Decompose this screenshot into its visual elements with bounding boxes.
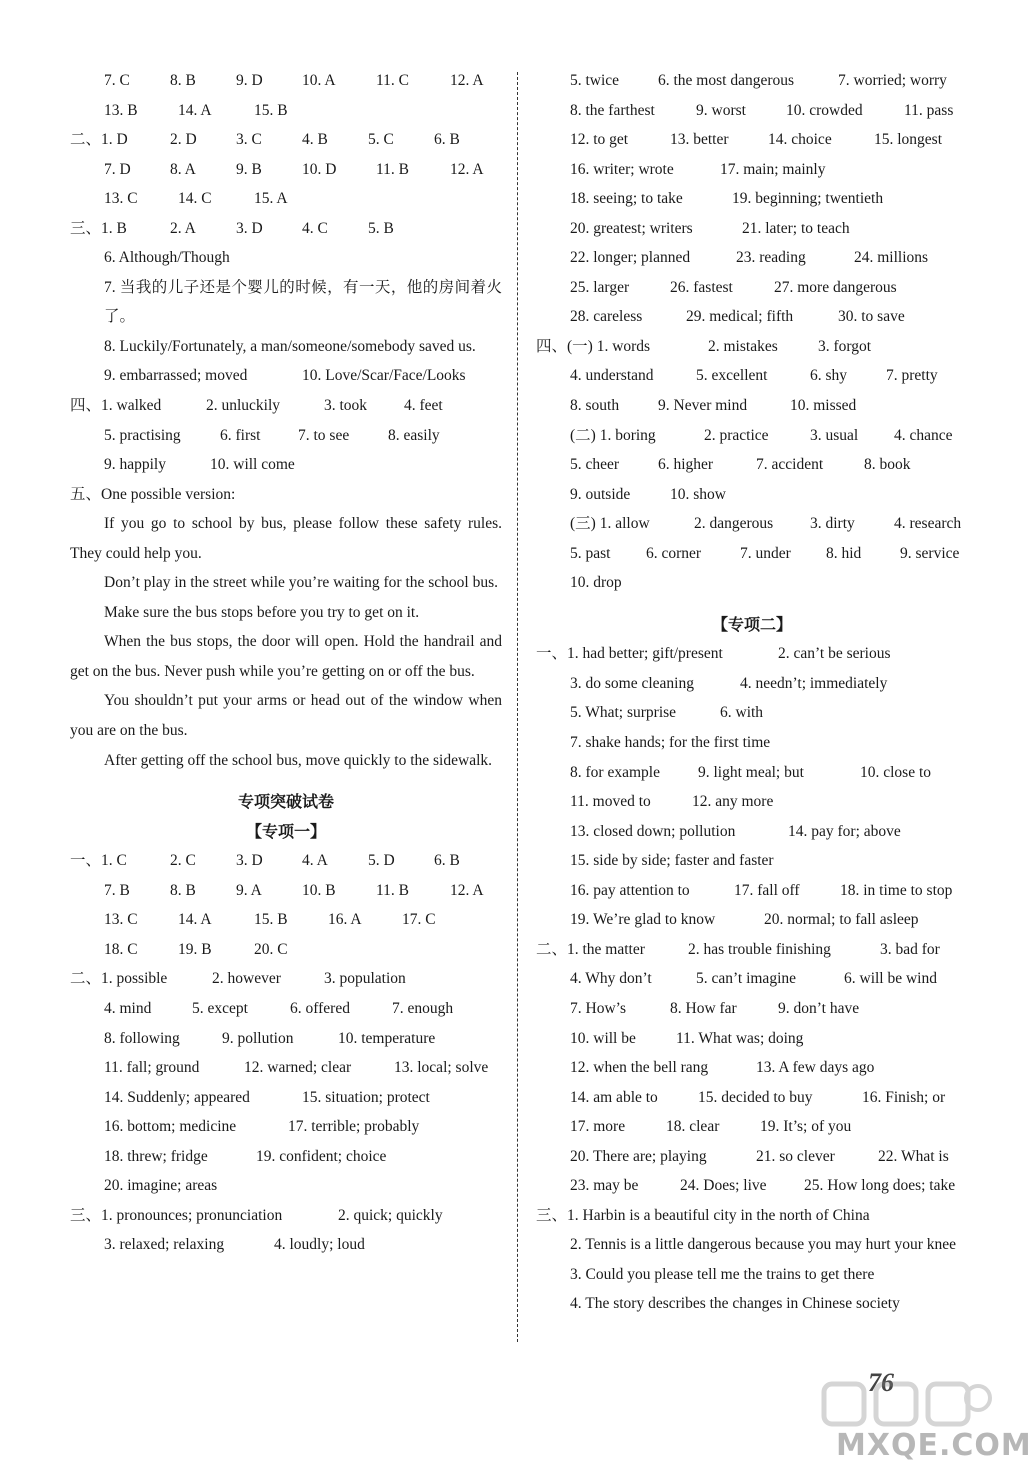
answer-item: 7. D: [104, 160, 131, 178]
answer-item: 一、1. C: [70, 852, 127, 870]
answer-row: [536, 96, 968, 126]
essay-paragraph: Make sure the bus stops before you try to get on it.: [104, 603, 420, 621]
answer-row: [536, 273, 968, 303]
answer-item: 三、1. B: [70, 219, 127, 237]
answer-row: [536, 905, 968, 935]
essay-paragraph: When the bus stops, the door will open. Hold the handrail and get on the bus. Never push while you’re getting on or off the bus.: [70, 633, 502, 680]
answer-row: [536, 539, 968, 569]
answer-item-multiline: 2. Tennis is a little dangerous because you may hurt your knee: [570, 1236, 957, 1254]
answer-item: 14. Suddenly; appeared: [104, 1088, 250, 1106]
column-divider: [517, 72, 518, 1342]
answer-item: 12. any more: [692, 793, 774, 811]
answer-item: 21. later; to teach: [742, 219, 850, 237]
answer-item: 2. A: [170, 219, 196, 237]
answer-item: 29. medical; fifth: [686, 308, 794, 326]
answer-item: 4. chance: [894, 426, 953, 444]
answer-row: [536, 421, 968, 451]
answer-item: 11. B: [376, 160, 410, 178]
answer-row: [70, 846, 502, 876]
answer-item: 7. to see: [298, 426, 350, 444]
answer-item: 16. A: [328, 911, 362, 929]
answer-item: 14. A: [178, 101, 212, 119]
answer-item: 19. B: [178, 940, 212, 958]
answer-item: 3. population: [324, 970, 406, 988]
answer-item: 10. A: [302, 72, 336, 89]
answer-item: 30. to save: [838, 308, 905, 326]
answer-item: 6. first: [220, 426, 261, 444]
answer-item: 11. pass: [904, 101, 954, 119]
answer-item: 20. C: [254, 940, 288, 958]
answer-item: 五、One possible version:: [70, 485, 236, 503]
essay-paragraph: After getting off the school bus, move quickly to the sidewalk.: [104, 751, 492, 769]
answer-item: 15. longest: [874, 131, 943, 149]
answer-item: 5. except: [192, 999, 248, 1017]
answer-item: 一、1. had better; gift/present: [536, 645, 723, 663]
answer-item: 3. do some cleaning: [570, 674, 694, 692]
answer-item: 13. closed down; pollution: [570, 822, 736, 840]
answer-item: 16. writer; wrote: [570, 160, 674, 178]
answer-item: 24. Does; live: [680, 1177, 767, 1195]
answer-item: 7. pretty: [886, 367, 938, 385]
answer-row: [536, 639, 968, 669]
right-column: [536, 66, 968, 1319]
answer-item: 19. It’s; of you: [760, 1118, 852, 1136]
answer-item: 12. A: [450, 881, 484, 899]
answer-item: 18. in time to stop: [840, 881, 953, 899]
answer-row: [536, 214, 968, 244]
answer-item: 3. relaxed; relaxing: [104, 1236, 225, 1254]
answer-item: 12. A: [450, 160, 484, 178]
answer-row: [70, 994, 502, 1024]
answer-row: [536, 125, 968, 155]
watermark-site-text: MXQE.COM: [836, 1428, 1032, 1463]
answer-item: 15. B: [254, 101, 288, 119]
answer-item: 10. crowded: [786, 101, 863, 119]
answer-item: 4. B: [302, 131, 328, 149]
answer-item: 2. D: [170, 131, 197, 149]
answer-item: 5. What; surprise: [570, 704, 677, 722]
answer-item: 14. A: [178, 911, 212, 929]
answer-item: 3. took: [324, 397, 368, 415]
answer-row: [70, 214, 502, 244]
answer-row: [536, 391, 968, 421]
answer-item: 18. seeing; to take: [570, 190, 683, 208]
answer-row: [70, 361, 502, 391]
answer-item: 12. when the bell rang: [570, 1059, 709, 1077]
answer-item: 6. B: [434, 131, 460, 149]
answer-item: 4. C: [302, 219, 328, 237]
answer-item-multiline: 7. 当我的儿子还是个婴儿的时候，有一天，他的房间着火了。: [104, 278, 502, 326]
answer-item: 3. usual: [810, 426, 859, 444]
answer-item: 13. local; solve: [394, 1059, 489, 1077]
answer-item: 10. Love/Scar/Face/Looks: [302, 367, 466, 385]
answer-item: 11. fall; ground: [104, 1059, 200, 1077]
answer-item: 2. unluckily: [206, 397, 281, 415]
answer-row: [536, 480, 968, 510]
answer-item: 19. confident; choice: [256, 1147, 387, 1165]
answer-item: 16. Finish; or: [862, 1088, 946, 1106]
answer-item: 3. C: [236, 131, 262, 149]
answer-item: 9. don’t have: [778, 999, 860, 1017]
answer-row: [536, 669, 968, 699]
answer-item: 18. C: [104, 940, 138, 958]
answer-item: 6. offered: [290, 999, 350, 1017]
answer-item: 9. Never mind: [658, 397, 748, 415]
answer-item: 8. book: [864, 456, 911, 474]
answer-item: 15. decided to buy: [698, 1088, 813, 1106]
answer-item: 2. can’t be serious: [778, 645, 891, 663]
answer-item: 10. drop: [570, 574, 622, 592]
answer-row: [536, 509, 968, 539]
answer-item: 11. What was; doing: [676, 1029, 804, 1047]
answer-item: 25. How long does; take: [804, 1177, 956, 1195]
answer-row: [536, 361, 968, 391]
answer-item: 18. threw; fridge: [104, 1147, 208, 1165]
answer-item: 15. B: [254, 911, 288, 929]
answer-item: (二) 1. boring: [570, 426, 656, 444]
essay-paragraph: You shouldn’t put your arms or head out of the window when you are on the bus.: [70, 692, 502, 740]
answer-row: [70, 1112, 502, 1142]
answer-row: [70, 1083, 502, 1113]
answer-item: 2. mistakes: [708, 337, 778, 355]
answer-item: 6. shy: [810, 367, 848, 385]
answer-row: [536, 787, 968, 817]
answer-item: 4. needn’t; immediately: [740, 674, 888, 692]
answer-item: 8. Luckily/Fortunately, a man/someone/somebody saved us.: [104, 337, 476, 355]
section-heading: 专项突破试卷: [237, 792, 334, 812]
answer-item: 7. accident: [756, 456, 824, 474]
answer-item: 10. show: [670, 485, 726, 503]
answer-item: 二、1. possible: [70, 970, 168, 988]
answer-item: 2. practice: [704, 426, 769, 444]
answer-item: 14. C: [178, 190, 212, 208]
answer-row: [70, 1142, 502, 1172]
answer-row: [70, 421, 502, 451]
answer-item: 13. C: [104, 190, 138, 208]
answer-item: 6. B: [434, 852, 460, 870]
answer-item: 6. Although/Though: [104, 249, 230, 267]
answer-item: 2. has trouble finishing: [688, 940, 831, 958]
answer-item: 5. C: [368, 131, 394, 149]
answer-item: 9. outside: [570, 485, 631, 503]
answer-row: [70, 391, 502, 421]
answer-item: 四、1. walked: [70, 397, 162, 415]
answer-item: 25. larger: [570, 278, 630, 296]
answer-row: [70, 1230, 502, 1260]
answer-item: 21. so clever: [756, 1147, 835, 1165]
answer-row: [536, 1260, 968, 1290]
answer-item: 20. greatest; writers: [570, 219, 693, 237]
answer-item: 7. shake hands; for the first time: [570, 734, 771, 752]
answer-row: [536, 332, 968, 362]
answer-row: [70, 96, 502, 126]
answer-item: 9. A: [236, 881, 262, 899]
answer-row: [536, 817, 968, 847]
answer-item: 9. happily: [104, 456, 166, 474]
answer-item: 27. more dangerous: [774, 278, 897, 296]
answer-item: 三、1. pronounces; pronunciation: [70, 1206, 283, 1224]
answer-item: 7. How’s: [570, 999, 626, 1017]
answer-item: (三) 1. allow: [570, 515, 650, 533]
answer-row: [70, 155, 502, 185]
answer-item: 6. higher: [658, 456, 714, 474]
answer-item: 5. D: [368, 852, 395, 870]
answer-item: 17. fall off: [734, 881, 800, 899]
answer-item: 8. hid: [826, 544, 862, 562]
answer-item: 12. to get: [570, 131, 629, 149]
answer-item: 8. south: [570, 397, 620, 415]
answer-row: [536, 964, 968, 994]
answer-row: [536, 1112, 968, 1142]
answer-row: [536, 846, 968, 876]
answer-item: 5. B: [368, 219, 394, 237]
answer-item: 22. longer; planned: [570, 249, 691, 267]
answer-item: 24. millions: [854, 249, 929, 267]
answer-item: 6. corner: [646, 544, 702, 562]
answer-item: 5. can’t imagine: [696, 970, 797, 988]
answer-item: 8. B: [170, 881, 196, 899]
answer-item: 三、1. Harbin is a beautiful city in the north of China: [536, 1206, 870, 1224]
answer-row: [70, 125, 502, 155]
answer-row: [70, 480, 502, 510]
page-number: 76: [868, 1368, 894, 1397]
answer-row: [536, 876, 968, 906]
answer-item: 17. C: [402, 911, 436, 929]
answer-item: 4. loudly; loud: [274, 1236, 365, 1254]
answer-item: 8. How far: [670, 999, 737, 1017]
section-heading: 【专项二】: [711, 614, 792, 634]
answer-item: 8. the farthest: [570, 101, 655, 119]
answer-item: 3. Could you please tell me the trains to get there: [570, 1265, 875, 1283]
answer-item: 20. imagine; areas: [104, 1177, 218, 1195]
answer-item: 7. B: [104, 881, 130, 899]
answer-item: 20. normal; to fall asleep: [764, 911, 919, 929]
answer-item: 15. situation; protect: [302, 1088, 430, 1106]
answer-row: [70, 964, 502, 994]
answer-row: [536, 450, 968, 480]
answer-row: [536, 758, 968, 788]
answer-item: 7. C: [104, 72, 130, 89]
answer-row: [536, 935, 968, 965]
left-column: [70, 66, 502, 1260]
essay-paragraph: If you go to school by bus, please follow these safety rules. They could help you.: [70, 515, 502, 562]
answer-item: 13. B: [104, 101, 138, 119]
section-heading: 【专项一】: [245, 821, 326, 841]
answer-item: 7. worried; worry: [838, 72, 947, 89]
answer-item: 17. main; mainly: [720, 160, 826, 178]
answer-item: 5. excellent: [696, 367, 768, 385]
answer-row: [70, 450, 502, 480]
answer-row: [70, 1201, 502, 1231]
answer-item: 二、1. the matter: [536, 940, 645, 958]
answer-item: 19. beginning; twentieth: [732, 190, 884, 208]
answer-item: 16. pay attention to: [570, 881, 690, 899]
answer-item: 10. will be: [570, 1029, 636, 1047]
answer-item: 3. D: [236, 852, 263, 870]
answer-item: 3. D: [236, 219, 263, 237]
answer-item: 9. D: [236, 72, 263, 89]
answer-item: 16. bottom; medicine: [104, 1118, 237, 1136]
answer-item: 14. pay for; above: [788, 822, 901, 840]
answer-item: 9. pollution: [222, 1029, 294, 1047]
answer-row: [536, 1083, 968, 1113]
answer-row: [536, 728, 968, 758]
answer-item: 3. forgot: [818, 337, 872, 355]
answer-item: 22. What is: [878, 1147, 949, 1165]
answer-item: 10. B: [302, 881, 336, 899]
answer-item: 20. There are; playing: [570, 1147, 707, 1165]
answer-row: [70, 243, 502, 273]
answer-item: 12. A: [450, 72, 484, 89]
answer-row: [536, 1142, 968, 1172]
answer-row: [536, 1171, 968, 1201]
answer-item: 28. careless: [570, 308, 643, 326]
answer-item: 10. D: [302, 160, 337, 178]
answer-item: 5. twice: [570, 72, 620, 89]
answer-row: [536, 1024, 968, 1054]
answer-item: 17. terrible; probably: [288, 1118, 420, 1136]
answer-item: 19. We’re glad to know: [570, 911, 716, 929]
answer-row: [70, 184, 502, 214]
answer-item: 8. B: [170, 72, 196, 89]
answer-item: 4. understand: [570, 367, 654, 385]
answer-item: 13. A few days ago: [756, 1059, 875, 1077]
answer-item: 6. will be wind: [844, 970, 937, 988]
answer-item: 6. the most dangerous: [658, 72, 795, 89]
answer-item: 8. for example: [570, 763, 660, 781]
answer-item: 12. warned; clear: [244, 1059, 352, 1077]
answer-row: [70, 1053, 502, 1083]
answer-item: 10. temperature: [338, 1029, 436, 1047]
answer-item: 7. enough: [392, 999, 454, 1017]
answer-item: 9. B: [236, 160, 262, 178]
answer-item: 5. cheer: [570, 456, 620, 474]
answer-row: [70, 935, 502, 965]
answer-item: 10. close to: [860, 763, 932, 781]
answer-item: 5. practising: [104, 426, 181, 444]
answer-item: 5. past: [570, 544, 611, 562]
answer-item: 26. fastest: [670, 278, 733, 296]
answer-item: 18. clear: [666, 1118, 720, 1136]
answer-item: 2. quick; quickly: [338, 1206, 443, 1224]
answer-item: 11. B: [376, 881, 410, 899]
answer-item: 15. side by side; faster and faster: [570, 852, 774, 870]
answer-item: 2. however: [212, 970, 281, 988]
answer-item: 2. dangerous: [694, 515, 774, 533]
answer-item: 4. research: [894, 515, 962, 533]
answer-row: [536, 1053, 968, 1083]
answer-item: 13. C: [104, 911, 138, 929]
answer-item: 7. under: [740, 544, 791, 562]
answer-item: 4. Why don’t: [570, 970, 652, 988]
answer-row: [70, 905, 502, 935]
answer-item: 14. am able to: [570, 1088, 658, 1106]
answer-item: 9. worst: [696, 101, 746, 119]
answer-item: 11. moved to: [570, 793, 651, 811]
answer-item: 9. service: [900, 544, 960, 562]
answer-item: 11. C: [376, 72, 410, 89]
answer-row: [536, 302, 968, 332]
answer-item: 10. will come: [210, 456, 295, 474]
answer-row: [536, 994, 968, 1024]
answer-item: 二、1. D: [70, 131, 128, 149]
answer-item: 4. The story describes the changes in Chinese society: [570, 1295, 900, 1313]
answer-item: 6. with: [720, 704, 764, 722]
answer-row: [70, 1024, 502, 1054]
answer-row: [536, 1201, 968, 1231]
answer-item: 23. may be: [570, 1177, 639, 1195]
answer-row: [536, 568, 968, 598]
answer-item: 3. bad for: [880, 940, 940, 958]
answer-item: 13. better: [670, 131, 729, 149]
answer-row: [70, 332, 502, 362]
answer-item: 17. more: [570, 1118, 626, 1136]
essay-paragraph: Don’t play in the street while you’re waiting for the school bus.: [104, 574, 499, 592]
answer-item: 4. A: [302, 852, 328, 870]
answer-row: [536, 698, 968, 728]
answer-row: [536, 243, 968, 273]
answer-item: 9. embarrassed; moved: [104, 367, 248, 385]
answer-row: [536, 155, 968, 185]
answer-item: 4. mind: [104, 999, 152, 1017]
answer-item: 15. A: [254, 190, 288, 208]
answer-row: [536, 1289, 968, 1319]
answer-row: [70, 1171, 502, 1201]
answer-row: [70, 66, 502, 96]
answer-item: 8. A: [170, 160, 196, 178]
answer-item: 4. feet: [404, 397, 443, 415]
answer-item: 2. C: [170, 852, 196, 870]
answer-item: 10. missed: [790, 397, 857, 415]
answer-item: 8. following: [104, 1029, 180, 1047]
answer-item: 14. choice: [768, 131, 832, 149]
answer-item: 9. light meal; but: [698, 763, 804, 781]
answer-row: [536, 66, 968, 96]
answer-row: [536, 184, 968, 214]
answer-item: 四、(一) 1. words: [536, 337, 651, 355]
answer-item: 3. dirty: [810, 515, 855, 533]
answer-row: [70, 876, 502, 906]
answer-item: 23. reading: [736, 249, 806, 267]
answer-item: 8. easily: [388, 426, 440, 444]
